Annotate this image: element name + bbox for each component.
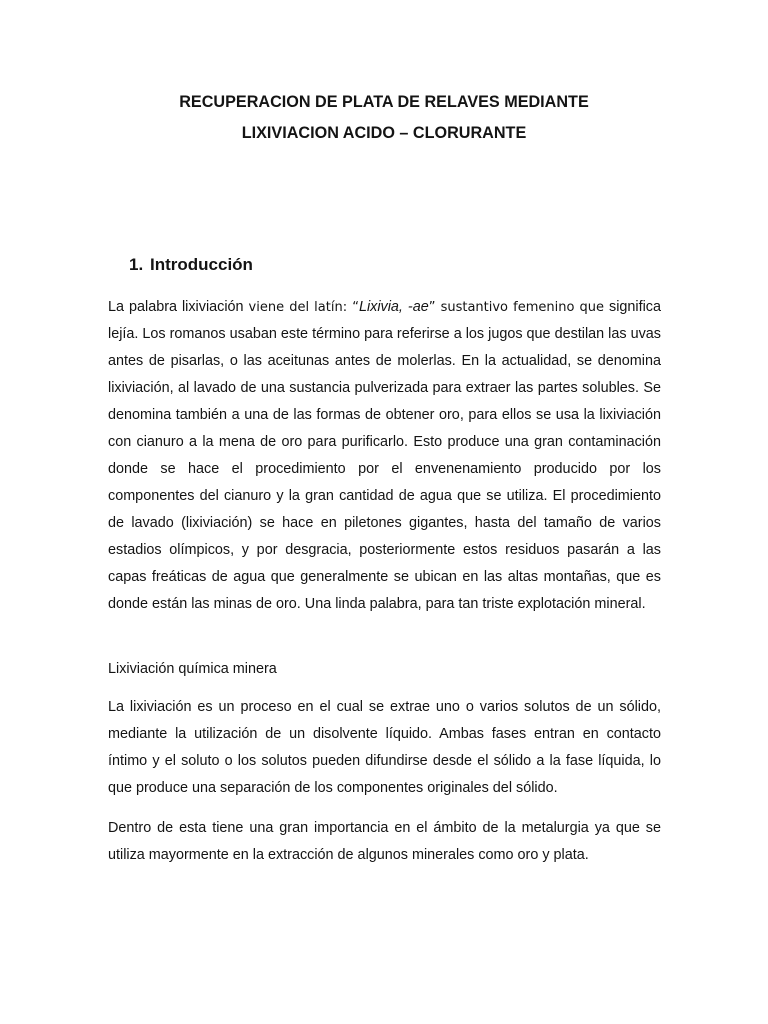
document-title-line-2: LIXIVIACION ACIDO – CLORURANTE	[241, 124, 527, 142]
intro-rest: significa lejía. Los romanos usaban este término para referirse a los jugos que destilan las uvas antes de pisarlas, o las aceitunas antes de molerlas. En la actualidad, se denomina lixiviación, al lavado de una sustancia pulverizada para extraer las partes solubles. Se denomina también a una de las formas de obtener oro, para ellos se usa la lixiviación con cianuro a la mena de oro para purificarlo. Esto produce una gran contaminación donde se hace el procedimiento por el envenenamiento producido por los componentes del cianuro y la gran cantidad de agua que se utiliza. El procedimiento de lavado (lixiviación) se hace en piletones gigantes, hasta del tamaño de varios estadios olímpicos, y por desgracia, posteriormente estos residuos pasarán a las capas freáticas de agua que generalmente se ubican en las altas montañas, que es donde están las minas de oro. Una linda palabra, para tan triste explotación mineral.	[108, 299, 661, 612]
intro-lead: La palabra lixiviación	[108, 299, 249, 315]
paragraph-3: Dentro de esta tiene una gran importancia en el ámbito de la metalurgia ya que se utiliza mayormente en la extracción de algunos minerales como oro y plata.	[108, 820, 661, 863]
intro-mixed-a: viene del latín: “	[248, 300, 359, 315]
document-title-line-1: RECUPERACION DE PLATA DE RELAVES MEDIANTE	[179, 93, 589, 111]
section-heading	[129, 255, 253, 275]
section-number: 1.	[129, 255, 144, 274]
intro-mixed-b: ” sustantivo femenino que	[428, 300, 605, 315]
section-title: Introducción	[150, 255, 253, 274]
subheading-text: Lixiviación química minera	[108, 661, 277, 677]
intro-paragraph	[108, 294, 661, 618]
intro-latin-term: Lixivia, -ae	[358, 299, 429, 315]
paragraph-2: La lixiviación es un proceso en el cual se extrae uno o varios solutos de un sólido, mediante la utilización de un disolvente líquido. Ambas fases entran en contacto íntimo y el soluto o los solutos pueden difundirse desde el sólido a la fase líquida, lo que produce una separación de los componentes originales del sólido.	[108, 699, 661, 796]
